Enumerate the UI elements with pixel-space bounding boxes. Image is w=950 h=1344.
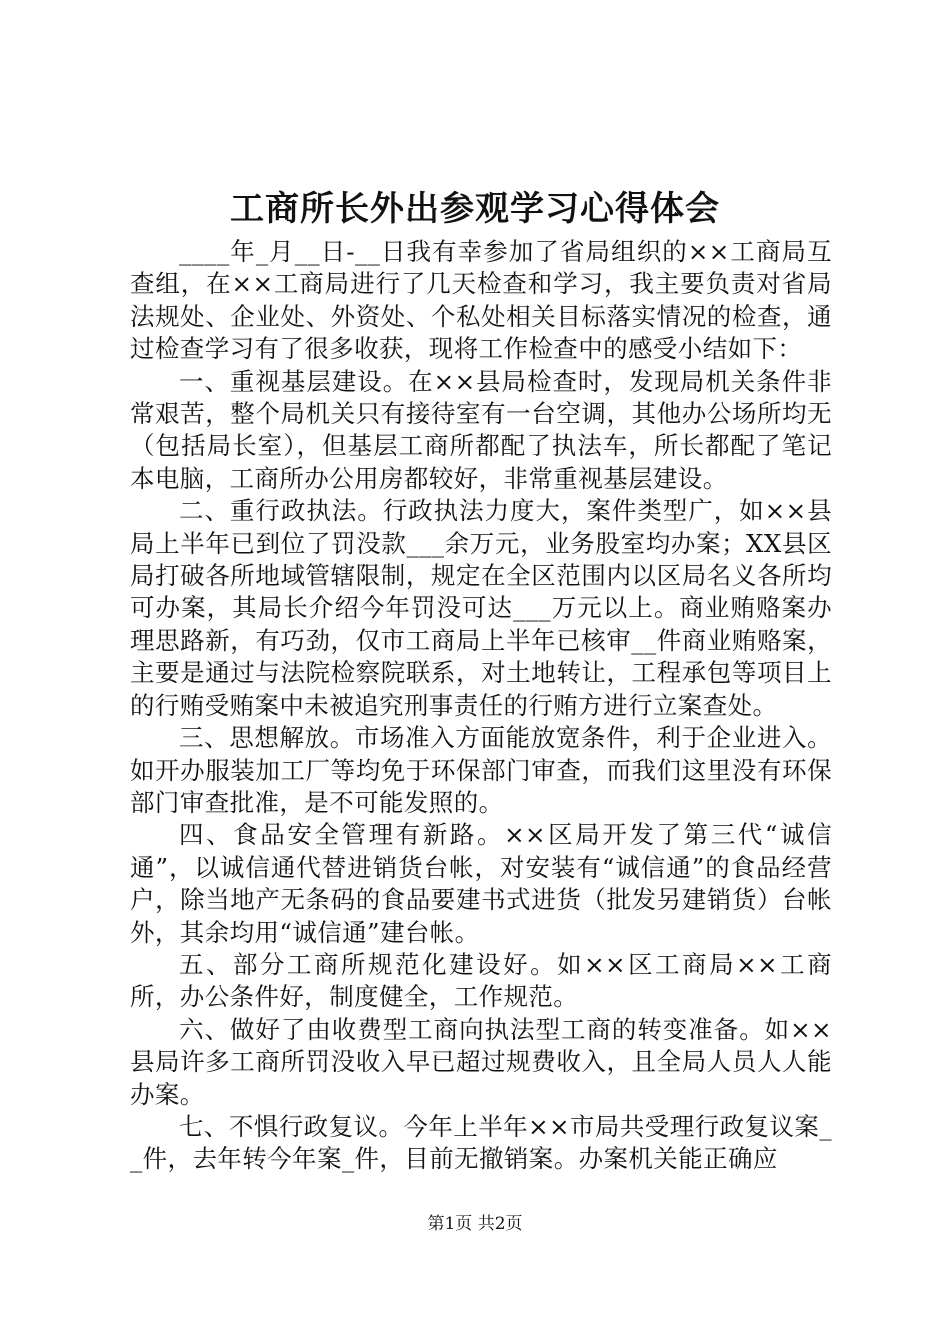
paragraph-7: 七、不惧行政复议。今年上半年××市局共受理行政复议案__件，去年转今年案_件，目前无撤销案。办案机关能正确应 xyxy=(130,1111,832,1174)
paragraph-4: 四、食品安全管理有新路。××区局开发了第三代“诚信通”，以诚信通代替进销货台帐，对安装有“诚信通”的食品经营户，除当地产无条码的食品要建书式进货（批发另建销货）台帐外，其余均用“诚信通”建台帐。 xyxy=(130,820,832,947)
paragraph-3: 三、思想解放。市场准入方面能放宽条件，利于企业进入。如开办服装加工厂等均免于环保部门审查，而我们这里没有环保部门审查批准，是不可能发照的。 xyxy=(130,723,832,817)
page-number-footer: 第1页 共2页 xyxy=(427,1214,523,1234)
paragraph-5: 五、部分工商所规范化建设好。如××区工商局××工商所，办公条件好，制度健全，工作规范。 xyxy=(130,949,832,1012)
paragraph-6: 六、做好了由收费型工商向执法型工商的转变准备。如××县局许多工商所罚没收入早已超过规费收入，且全局人员人人能办案。 xyxy=(130,1014,832,1109)
paragraph-1: 一、重视基层建设。在××县局检查时，发现局机关条件非常艰苦，整个局机关只有接待室有一台空调，其他办公场所均无（包括局长室），但基层工商所都配了执法车，所长都配了笔记本电脑，工商所办公用房都较好，非常重视基层建设。 xyxy=(130,366,832,493)
paragraph-2: 二、重行政执法。行政执法力度大，案件类型广，如××县局上半年已到位了罚没款___余万元，业务股室均办案；XX县区局打破各所地域管辖限制，规定在全区范围内以区局名义各所均可办案，其局长介绍今年罚没可达___万元以上。商业贿赂案办理思路新，有巧劲，仅市工商局上半年已核审__件商业贿赂案，主要是通过与法院检察院联系，对土地转让，工程承包等项目上的行贿受贿案中未被追究刑事责任的行贿方进行立案查处。 xyxy=(130,496,832,720)
paragraph-intro: ____年_月__日-__日我有幸参加了省局组织的××工商局互查组，在××工商局进行了几天检查和学习，我主要负责对省局法规处、企业处、外资处、个私处相关目标落实情况的检查，通过检查学习有了很多收获，现将工作检查中的感受小结如下： xyxy=(130,237,832,364)
page-title: 工商所长外出参观学习心得体会 xyxy=(230,189,720,229)
document-body xyxy=(130,236,832,1176)
